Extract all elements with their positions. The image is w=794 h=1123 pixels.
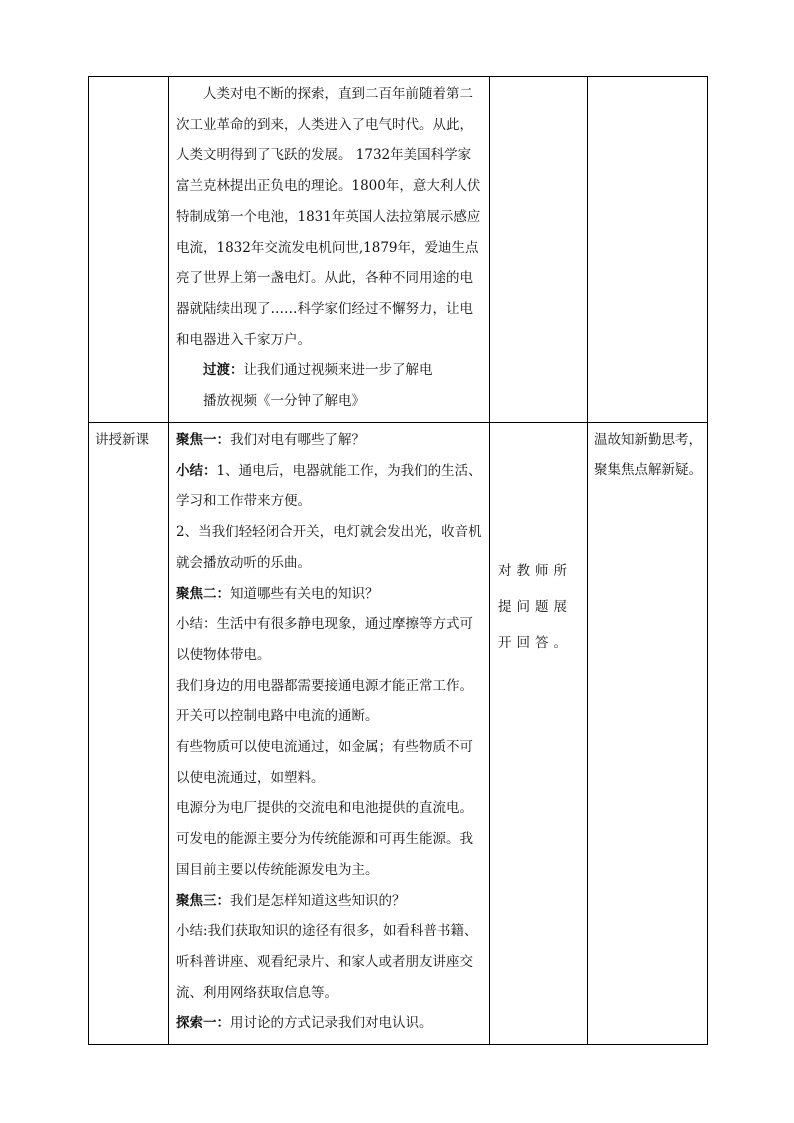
stage-label: 讲授新课 [95,432,149,448]
summary-1-label: 小结： [176,462,217,479]
focus-3 [176,886,483,917]
knowledge-line: 我们身边的用电器都需要接通电源才能正常工作。 [176,677,473,694]
teacher-activity-cell [169,423,490,1045]
focus-1-text: 我们对电有哪些了解？ [230,432,365,448]
summary-2-label: 小结： [176,616,217,633]
summary-1-item-2: 2、当我们轻轻闭合开关，电灯就会发出光，收音机就会播放动听的乐曲。 [176,524,482,571]
video-line: 播放视频《一分钟了解电》 [203,393,365,410]
table-row [89,77,708,423]
student-activity-text: 对教师所提问题展开回答。 [498,563,572,651]
lesson-plan-table [88,76,708,1045]
focus-2-label: 聚焦二： [176,585,230,602]
explore-1-text: 用讨论的方式记录我们对电认识。 [230,1015,433,1032]
summary-3 [176,916,483,1008]
summary-3-text: 我们获取知识的途径有很多，如看科普书籍、听科普讲座、观看纪录片、和家人或者朋友讲座交流、利用网络获取信息等。 [176,923,478,1001]
summary-2 [176,609,483,670]
teacher-activity-cell [169,77,490,423]
knowledge-line: 开关可以控制电路中电流的通断。 [176,708,379,725]
stage-cell [89,423,169,1045]
summary-2-text: 生活中有很多静电现象，通过摩擦等方式可以使物体带电。 [176,616,473,663]
focus-1-label: 聚焦一： [176,432,230,448]
focus-2 [176,579,483,610]
transition-label: 过渡： [203,362,244,379]
table-row [89,423,708,1045]
focus-3-label: 聚焦三： [176,892,230,909]
summary-1-text: 1、通电后，电器就能工作，为我们的生活、学习和工作带来方便。 [176,462,482,510]
transition-line [176,355,483,386]
design-intent-text: 温故知新勤思考，聚集焦点解新疑。 [594,432,702,478]
summary-3-label: 小结: [176,923,208,940]
summary-1 [176,456,483,517]
student-activity-cell-empty [490,77,588,423]
focus-1 [176,425,483,456]
knowledge-line: 可发电的能源主要分为传统能源和可再生能源。我国目前主要以传统能源发电为主。 [176,831,473,878]
intro-paragraph: 人类对电不断的探索，直到二百年前随着第二次工业革命的到来，人类进入了电气时代。从此，人类文明得到了飞跃的发展。 1732年美国科学家富兰克林提出正负电的理论。1800年，意大利人伏特制成第一个电池，1831年英国人法拉第展示感应电流，1832年交流发电机问世,1879年，爱迪生点亮了世界上第一盏电灯。从此，各种不同用途的电器就陆续出现了……科学家们经过不懈努力，让电和电器进入千家万户。 [176,86,481,348]
explore-1 [176,1008,483,1039]
transition-text: 让我们通过视频来进一步了解电 [243,362,433,379]
explore-1-label: 探索一： [176,1015,230,1032]
design-intent-cell [588,423,708,1045]
stage-cell-empty [89,77,169,423]
focus-2-text: 知道哪些有关电的知识？ [230,585,379,602]
design-intent-cell-empty [588,77,708,423]
focus-3-text: 我们是怎样知道这些知识的？ [230,892,406,909]
knowledge-line: 电源分为电厂提供的交流电和电池提供的直流电。 [176,800,473,817]
knowledge-line: 有些物质可以使电流通过，如金属；有些物质不可以使电流通过，如塑料。 [176,739,473,786]
student-activity-cell [490,423,588,1045]
